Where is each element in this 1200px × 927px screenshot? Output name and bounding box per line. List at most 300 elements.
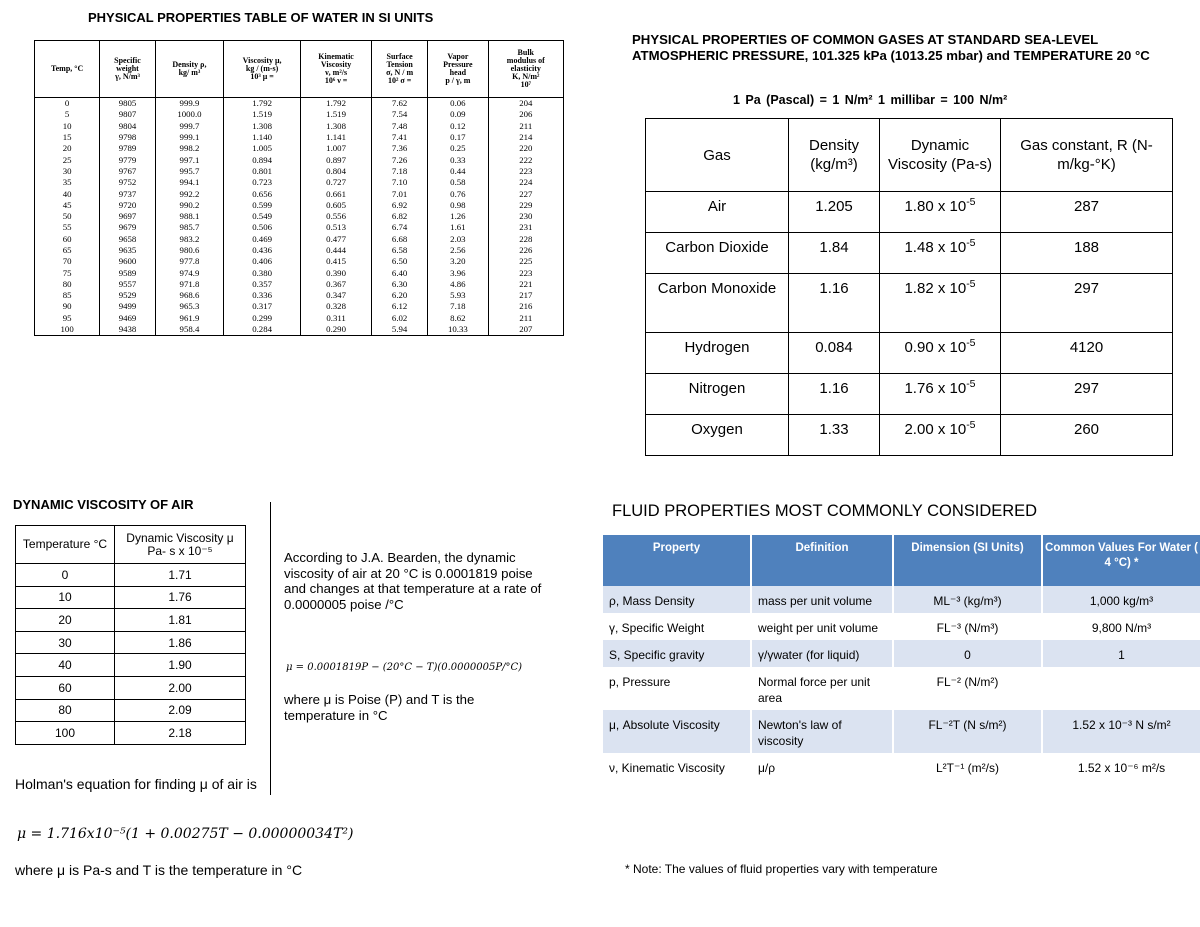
water-cell: 7.54 <box>372 109 428 120</box>
fluid-cell: FL⁻² (N/m²) <box>893 667 1042 710</box>
gas-density-cell: 1.16 <box>789 274 880 333</box>
water-cell: 0.357 <box>224 279 301 290</box>
water-cell: 9804 <box>100 121 155 132</box>
fluid-cell: 1 <box>1042 640 1200 667</box>
fluid-cell: weight per unit volume <box>751 613 893 640</box>
water-header-line: Viscosity <box>320 60 352 69</box>
air-header-visc: Dynamic Viscosity μ Pa- s x 10⁻⁵ <box>115 526 246 564</box>
water-cell: 0.444 <box>301 245 372 256</box>
fluid-cell: Normal force per unit area <box>751 667 893 710</box>
gas-density-cell: 1.16 <box>789 374 880 415</box>
table-row <box>35 324 564 336</box>
water-cell: 60 <box>35 234 100 245</box>
water-cell: 0.367 <box>301 279 372 290</box>
water-header-line: Temp, °C <box>51 64 84 73</box>
water-cell: 992.2 <box>155 188 223 199</box>
water-header-col-0 <box>35 41 100 98</box>
viscosity-exponent: -5 <box>966 337 976 349</box>
water-cell: 228 <box>488 234 563 245</box>
holman-equation: μ = 1.716x10⁻⁵(1 + 0.00275T − 0.00000034T²) <box>17 826 354 842</box>
water-header-line: Pressure <box>443 60 473 69</box>
water-cell: 7.10 <box>372 177 428 188</box>
water-cell: 216 <box>488 301 563 312</box>
water-cell: 965.3 <box>155 301 223 312</box>
water-header-line: γ, N/m³ <box>115 72 140 81</box>
water-cell: 224 <box>488 177 563 188</box>
water-cell: 221 <box>488 279 563 290</box>
water-cell: 211 <box>488 313 563 324</box>
water-cell: 227 <box>488 188 563 199</box>
water-cell: 4.86 <box>428 279 488 290</box>
water-cell: 1.792 <box>224 98 301 110</box>
fluid-note: * Note: The values of fluid properties vary with temperature <box>625 862 938 876</box>
water-header-line: Density ρ, <box>172 60 207 69</box>
air-visc-cell: 1.76 <box>115 586 246 609</box>
table-row <box>35 200 564 211</box>
water-cell: 6.82 <box>372 211 428 222</box>
air-visc-cell: 2.00 <box>115 676 246 699</box>
water-cell: 9589 <box>100 267 155 278</box>
water-cell: 971.8 <box>155 279 223 290</box>
holman-note: where μ is Pa-s and T is the temperature in °C <box>15 862 303 878</box>
table-row <box>35 234 564 245</box>
water-header-col-7 <box>488 41 563 98</box>
fluid-cell <box>1042 667 1200 710</box>
water-cell: 15 <box>35 132 100 143</box>
fluid-cell: Newton's law of viscosity <box>751 710 893 753</box>
water-cell: 974.9 <box>155 267 223 278</box>
air-header-temp: Temperature °C <box>16 526 115 564</box>
table-row <box>603 753 1200 780</box>
table-row <box>16 699 246 722</box>
table-row <box>603 586 1200 613</box>
water-header-line: head <box>449 68 467 77</box>
water-cell: 223 <box>488 166 563 177</box>
gas-density-cell: 1.205 <box>789 192 880 233</box>
water-cell: 204 <box>488 98 563 110</box>
air-visc-cell: 1.86 <box>115 631 246 654</box>
water-header-line: Viscosity μ, <box>242 56 282 65</box>
fluid-cell: 1,000 kg/m³ <box>1042 586 1200 613</box>
water-cell: 7.62 <box>372 98 428 110</box>
water-cell: 9805 <box>100 98 155 110</box>
table-row <box>35 290 564 301</box>
water-header-line: weight <box>116 64 139 73</box>
fluid-header-dimension: Dimension (SI Units) <box>893 535 1042 586</box>
water-cell: 90 <box>35 301 100 312</box>
gas-name-cell: Carbon Monoxide <box>646 274 789 333</box>
water-cell: 9779 <box>100 154 155 165</box>
water-cell: 50 <box>35 211 100 222</box>
water-cell: 999.9 <box>155 98 223 110</box>
water-header-line: modulus of <box>506 56 545 65</box>
gas-header-density: Density (kg/m³) <box>789 119 880 192</box>
gas-viscosity-cell <box>880 374 1001 415</box>
water-cell: 0.336 <box>224 290 301 301</box>
water-header-line: σ, N / m <box>386 68 414 77</box>
gas-table-body <box>646 192 1173 456</box>
table-row <box>35 222 564 233</box>
water-cell: 977.8 <box>155 256 223 267</box>
water-cell: 229 <box>488 200 563 211</box>
water-cell: 25 <box>35 154 100 165</box>
water-cell: 0.723 <box>224 177 301 188</box>
water-cell: 6.92 <box>372 200 428 211</box>
gas-table-title: PHYSICAL PROPERTIES OF COMMON GASES AT STANDARD SEA-LEVEL ATMOSPHERIC PRESSURE, 101.325 kPa (1013.25 mbar) and TEMPERATURE 20 °C <box>632 32 1150 63</box>
water-cell: 0.506 <box>224 222 301 233</box>
table-row <box>646 192 1173 233</box>
water-cell: 6.50 <box>372 256 428 267</box>
gas-units-note: 1 Pa (Pascal) = 1 N/m² 1 millibar = 100 N/m² <box>733 93 1008 107</box>
water-cell: 1.519 <box>301 109 372 120</box>
air-visc-cell: 1.81 <box>115 609 246 632</box>
water-cell: 0.76 <box>428 188 488 199</box>
water-header-col-5 <box>372 41 428 98</box>
water-cell: 10 <box>35 121 100 132</box>
viscosity-exponent: -5 <box>966 378 976 390</box>
fluid-table-header-row <box>603 535 1200 586</box>
table-row <box>35 301 564 312</box>
air-visc-cell: 2.18 <box>115 722 246 745</box>
fluid-cell: p, Pressure <box>603 667 751 710</box>
water-cell: 985.7 <box>155 222 223 233</box>
water-header-line: 10² σ = <box>387 76 412 85</box>
gas-header-r: Gas constant, R (N-m/kg-°K) <box>1001 119 1173 192</box>
table-row <box>16 609 246 632</box>
water-cell: 0.605 <box>301 200 372 211</box>
water-cell: 6.40 <box>372 267 428 278</box>
water-cell: 990.2 <box>155 200 223 211</box>
water-cell: 1.519 <box>224 109 301 120</box>
water-cell: 9658 <box>100 234 155 245</box>
water-cell: 0.299 <box>224 313 301 324</box>
table-row <box>603 667 1200 710</box>
water-cell: 6.12 <box>372 301 428 312</box>
fluid-cell: FL⁻³ (N/m³) <box>893 613 1042 640</box>
water-cell: 9798 <box>100 132 155 143</box>
fluid-cell: FL⁻²T (N s/m²) <box>893 710 1042 753</box>
water-cell: 85 <box>35 290 100 301</box>
water-cell: 997.1 <box>155 154 223 165</box>
water-cell: 998.2 <box>155 143 223 154</box>
table-row <box>35 98 564 110</box>
water-cell: 0.09 <box>428 109 488 120</box>
water-cell: 231 <box>488 222 563 233</box>
fluid-cell: ML⁻³ (kg/m³) <box>893 586 1042 613</box>
gas-properties-table <box>645 118 1173 456</box>
gas-name-cell: Hydrogen <box>646 333 789 374</box>
water-cell: 9789 <box>100 143 155 154</box>
water-header-line: ν, m²/s <box>325 68 348 77</box>
table-row <box>646 233 1173 274</box>
water-header-line: K, N/m² <box>512 72 540 81</box>
table-row <box>603 710 1200 753</box>
air-temp-cell: 40 <box>16 654 115 677</box>
water-cell: 9529 <box>100 290 155 301</box>
gas-name-cell: Carbon Dioxide <box>646 233 789 274</box>
water-cell: 9767 <box>100 166 155 177</box>
bearden-note: where μ is Poise (P) and T is the temperature in °C <box>284 692 475 723</box>
water-cell: 7.26 <box>372 154 428 165</box>
air-temp-cell: 10 <box>16 586 115 609</box>
water-cell: 217 <box>488 290 563 301</box>
gas-viscosity-cell <box>880 415 1001 456</box>
air-viscosity-title: DYNAMIC VISCOSITY OF AIR <box>13 497 194 512</box>
water-cell: 8.62 <box>428 313 488 324</box>
water-cell: 0.436 <box>224 245 301 256</box>
air-temp-cell: 80 <box>16 699 115 722</box>
water-cell: 206 <box>488 109 563 120</box>
table-row <box>646 274 1173 333</box>
water-cell: 0.599 <box>224 200 301 211</box>
gas-name-cell: Nitrogen <box>646 374 789 415</box>
water-cell: 9635 <box>100 245 155 256</box>
gas-r-cell: 188 <box>1001 233 1173 274</box>
water-table-header-row <box>35 41 564 98</box>
fluid-cell: 0 <box>893 640 1042 667</box>
table-row <box>646 415 1173 456</box>
water-header-col-3 <box>224 41 301 98</box>
gas-density-cell: 1.84 <box>789 233 880 274</box>
water-cell: 9807 <box>100 109 155 120</box>
table-row <box>35 313 564 324</box>
fluid-properties-table <box>603 535 1200 780</box>
water-cell: 1.792 <box>301 98 372 110</box>
water-cell: 7.18 <box>428 301 488 312</box>
water-cell: 0.894 <box>224 154 301 165</box>
water-cell: 40 <box>35 188 100 199</box>
water-cell: 6.30 <box>372 279 428 290</box>
table-row <box>35 154 564 165</box>
fluid-cell: mass per unit volume <box>751 586 893 613</box>
table-row <box>16 722 246 745</box>
water-cell: 0.311 <box>301 313 372 324</box>
water-cell: 999.7 <box>155 121 223 132</box>
water-cell: 45 <box>35 200 100 211</box>
water-header-line: elasticity <box>510 64 541 73</box>
water-cell: 6.68 <box>372 234 428 245</box>
gas-r-cell: 4120 <box>1001 333 1173 374</box>
water-cell: 0.390 <box>301 267 372 278</box>
gas-r-cell: 287 <box>1001 192 1173 233</box>
water-cell: 7.01 <box>372 188 428 199</box>
water-cell: 0.727 <box>301 177 372 188</box>
table-row <box>646 333 1173 374</box>
water-header-col-1 <box>100 41 155 98</box>
water-header-line: Tension <box>386 60 413 69</box>
table-row <box>16 586 246 609</box>
table-row <box>35 132 564 143</box>
water-table-title: PHYSICAL PROPERTIES TABLE OF WATER IN SI UNITS <box>88 10 434 25</box>
gas-viscosity-cell <box>880 192 1001 233</box>
viscosity-mantissa: 0.90 x 10 <box>904 339 967 356</box>
air-temp-cell: 0 <box>16 564 115 587</box>
water-cell: 0.477 <box>301 234 372 245</box>
water-cell: 961.9 <box>155 313 223 324</box>
water-cell: 20 <box>35 143 100 154</box>
gas-r-cell: 297 <box>1001 374 1173 415</box>
water-cell: 1.141 <box>301 132 372 143</box>
table-row <box>35 121 564 132</box>
water-cell: 0 <box>35 98 100 110</box>
water-cell: 0.469 <box>224 234 301 245</box>
table-row <box>603 640 1200 667</box>
water-cell: 6.58 <box>372 245 428 256</box>
water-cell: 7.48 <box>372 121 428 132</box>
fluid-cell: 1.52 x 10⁻³ N s/m² <box>1042 710 1200 753</box>
fluid-cell: ρ, Mass Density <box>603 586 751 613</box>
water-header-line: 10⁷ <box>520 80 531 89</box>
water-cell: 968.6 <box>155 290 223 301</box>
water-cell: 30 <box>35 166 100 177</box>
water-cell: 5 <box>35 109 100 120</box>
water-header-line: 10³ μ = <box>250 72 274 81</box>
water-cell: 0.25 <box>428 143 488 154</box>
air-visc-cell: 1.90 <box>115 654 246 677</box>
water-cell: 995.7 <box>155 166 223 177</box>
water-cell: 980.6 <box>155 245 223 256</box>
water-cell: 0.656 <box>224 188 301 199</box>
table-row <box>35 166 564 177</box>
water-cell: 3.20 <box>428 256 488 267</box>
fluid-header-common-values: Common Values For Water ( 4 °C) * <box>1042 535 1200 586</box>
water-cell: 6.20 <box>372 290 428 301</box>
bearden-text: According to J.A. Bearden, the dynamic viscosity of air at 20 °C is 0.0001819 poise and changes at that temperature at a rate of 0.0000005 poise /°C <box>284 550 542 612</box>
water-cell: 1.308 <box>301 121 372 132</box>
water-cell: 0.380 <box>224 267 301 278</box>
table-row <box>35 188 564 199</box>
water-cell: 1.61 <box>428 222 488 233</box>
water-cell: 0.12 <box>428 121 488 132</box>
water-cell: 0.897 <box>301 154 372 165</box>
viscosity-exponent: -5 <box>966 278 976 290</box>
table-row <box>16 676 246 699</box>
water-cell: 994.1 <box>155 177 223 188</box>
water-cell: 225 <box>488 256 563 267</box>
water-cell: 223 <box>488 267 563 278</box>
water-properties-table <box>34 40 564 336</box>
water-cell: 9697 <box>100 211 155 222</box>
fluid-header-definition: Definition <box>751 535 893 586</box>
water-cell: 0.98 <box>428 200 488 211</box>
water-cell: 9737 <box>100 188 155 199</box>
water-cell: 0.513 <box>301 222 372 233</box>
gas-viscosity-cell <box>880 333 1001 374</box>
water-cell: 70 <box>35 256 100 267</box>
gas-viscosity-cell <box>880 274 1001 333</box>
table-row <box>16 654 246 677</box>
table-row <box>35 279 564 290</box>
water-cell: 1.26 <box>428 211 488 222</box>
water-cell: 65 <box>35 245 100 256</box>
gas-name-cell: Air <box>646 192 789 233</box>
water-cell: 2.56 <box>428 245 488 256</box>
table-row <box>35 177 564 188</box>
water-cell: 80 <box>35 279 100 290</box>
water-cell: 0.328 <box>301 301 372 312</box>
water-cell: 0.549 <box>224 211 301 222</box>
fluid-cell: μ/ρ <box>751 753 893 780</box>
water-cell: 0.804 <box>301 166 372 177</box>
water-cell: 211 <box>488 121 563 132</box>
water-cell: 7.41 <box>372 132 428 143</box>
water-cell: 10.33 <box>428 324 488 336</box>
gas-density-cell: 1.33 <box>789 415 880 456</box>
water-cell: 0.284 <box>224 324 301 336</box>
water-cell: 6.02 <box>372 313 428 324</box>
table-row <box>35 211 564 222</box>
water-cell: 2.03 <box>428 234 488 245</box>
water-cell: 207 <box>488 324 563 336</box>
fluid-header-property: Property <box>603 535 751 586</box>
water-header-line: Specific <box>114 56 141 65</box>
holman-text: Holman's equation for finding μ of air is <box>15 776 257 792</box>
water-cell: 1000.0 <box>155 109 223 120</box>
table-row <box>35 267 564 278</box>
water-cell: 7.36 <box>372 143 428 154</box>
water-cell: 9679 <box>100 222 155 233</box>
viscosity-mantissa: 1.48 x 10 <box>904 239 967 256</box>
air-temp-cell: 30 <box>16 631 115 654</box>
table-row <box>603 613 1200 640</box>
water-cell: 1.005 <box>224 143 301 154</box>
water-cell: 0.44 <box>428 166 488 177</box>
water-cell: 222 <box>488 154 563 165</box>
fluid-table-body <box>603 586 1200 780</box>
fluid-cell: S, Specific gravity <box>603 640 751 667</box>
water-cell: 999.1 <box>155 132 223 143</box>
water-cell: 100 <box>35 324 100 336</box>
water-cell: 9720 <box>100 200 155 211</box>
gas-table-header-row <box>646 119 1173 192</box>
fluid-cell: γ, Specific Weight <box>603 613 751 640</box>
water-cell: 1.308 <box>224 121 301 132</box>
water-cell: 0.317 <box>224 301 301 312</box>
viscosity-exponent: -5 <box>966 196 976 208</box>
water-cell: 9438 <box>100 324 155 336</box>
water-cell: 0.58 <box>428 177 488 188</box>
air-temp-cell: 20 <box>16 609 115 632</box>
air-table-body <box>16 564 246 745</box>
air-table-header-row <box>16 526 246 564</box>
water-cell: 0.347 <box>301 290 372 301</box>
fluid-cell: γ/γwater (for liquid) <box>751 640 893 667</box>
water-cell: 9557 <box>100 279 155 290</box>
air-viscosity-table <box>15 525 246 745</box>
water-cell: 226 <box>488 245 563 256</box>
water-header-line: kg/ m³ <box>178 68 201 77</box>
table-row <box>646 374 1173 415</box>
table-row <box>35 109 564 120</box>
bearden-equation: μ = 0.0001819P − (20°C − T)(0.0000005P/°C) <box>286 662 522 673</box>
table-row <box>35 143 564 154</box>
water-cell: 95 <box>35 313 100 324</box>
air-temp-cell: 60 <box>16 676 115 699</box>
water-header-line: Vapor <box>447 52 469 61</box>
viscosity-exponent: -5 <box>966 237 976 249</box>
air-visc-cell: 2.09 <box>115 699 246 722</box>
water-cell: 0.17 <box>428 132 488 143</box>
gas-viscosity-cell <box>880 233 1001 274</box>
water-header-line: p / γ, m <box>445 76 471 85</box>
table-row <box>16 564 246 587</box>
fluid-cell: μ, Absolute Viscosity <box>603 710 751 753</box>
gas-r-cell: 297 <box>1001 274 1173 333</box>
viscosity-exponent: -5 <box>966 419 976 431</box>
table-row <box>35 245 564 256</box>
gas-name-cell: Oxygen <box>646 415 789 456</box>
gas-header-viscosity: Dynamic Viscosity (Pa-s) <box>880 119 1001 192</box>
